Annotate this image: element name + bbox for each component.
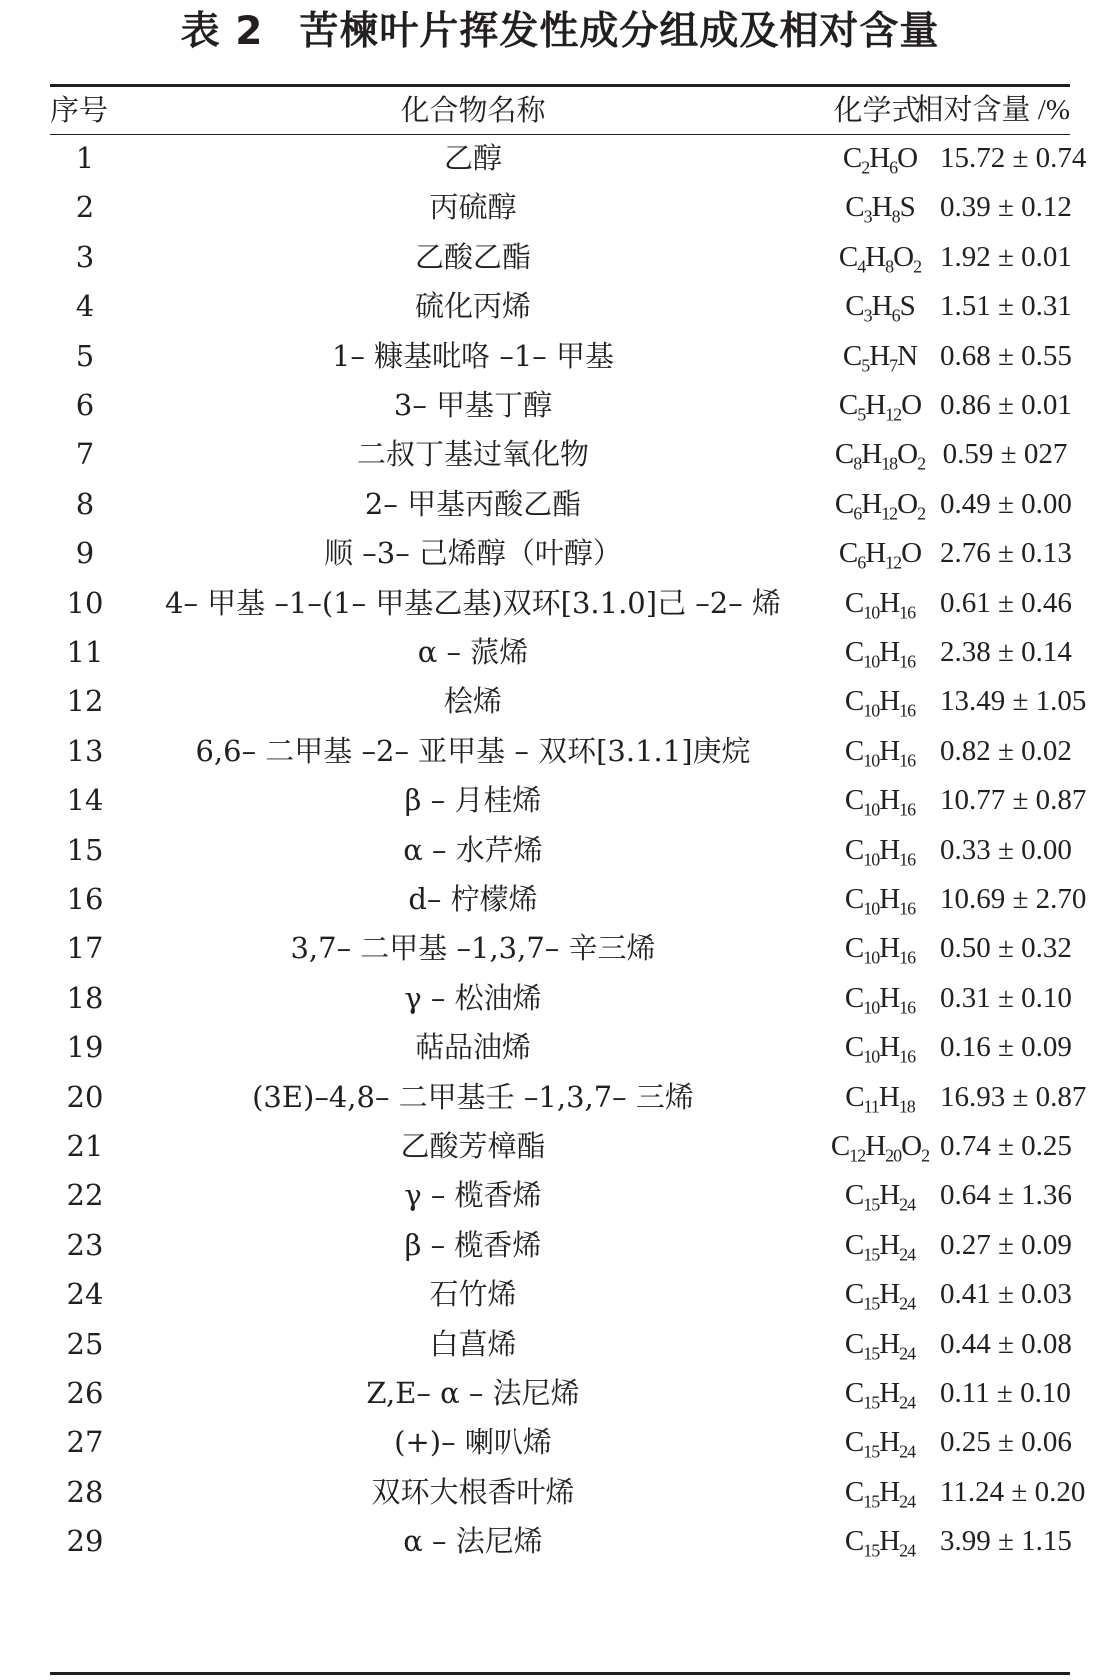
table-header-row: [50, 87, 1070, 133]
formula-subscript: 8: [885, 256, 894, 277]
row-formula: [820, 1416, 940, 1469]
formula-element: C: [844, 636, 864, 668]
row-index: 26: [66, 1376, 104, 1410]
table-row: [50, 330, 1070, 383]
row-formula: [820, 1120, 940, 1173]
header-compound-name: 化合物名称: [400, 93, 546, 127]
formula-subscript: 6: [889, 157, 898, 178]
formula-subscript: 16: [899, 651, 916, 672]
row-compound-name: (3E)–4,8– 二甲基壬 –1,3,7– 三烯: [252, 1079, 694, 1114]
formula-subscript: 24: [899, 1194, 916, 1215]
table-row: [50, 675, 1087, 728]
table-row: [50, 231, 1070, 284]
formula-subscript: 16: [899, 898, 916, 919]
row-relative-content: 0.33 ± 0.00: [940, 833, 1072, 866]
header-formula: 化学式: [833, 93, 921, 127]
formula-subscript: 2: [921, 1145, 930, 1166]
formula-subscript: 3: [863, 305, 872, 326]
table-row: [50, 1071, 1087, 1124]
row-compound-name: 6,6– 二甲基 –2– 亚甲基 – 双环[3.1.1]庚烷: [195, 733, 751, 768]
formula-subscript: 15: [863, 1293, 880, 1314]
formula-subscript: 10: [863, 601, 880, 622]
row-compound-name: 萜品油烯: [414, 1030, 531, 1065]
table-row: [50, 280, 1070, 333]
row-compound-name: 硫化丙烯: [414, 289, 531, 324]
row-compound-name: Z,E– α – 法尼烯: [366, 1376, 580, 1410]
formula-element: C: [844, 1278, 864, 1311]
formula-subscript: 15: [863, 1392, 880, 1413]
formula-element: H: [878, 1080, 899, 1113]
formula-element: H: [879, 1228, 900, 1261]
formula-subscript: 6: [857, 552, 866, 573]
row-index: 19: [66, 1030, 104, 1065]
formula-subscript: 16: [899, 799, 916, 820]
formula-element: H: [879, 932, 900, 965]
row-index: 12: [66, 684, 104, 719]
formula-subscript: 18: [881, 453, 898, 474]
row-formula: [820, 922, 940, 975]
row-relative-content: 2.38 ± 0.14: [940, 636, 1072, 668]
formula-subscript: 24: [899, 1293, 916, 1314]
formula-element: H: [879, 1426, 900, 1459]
formula-element: C: [844, 784, 864, 817]
row-compound-name: (+)– 喇叭烯: [394, 1425, 552, 1460]
formula-element: C: [844, 833, 864, 866]
header-relative-content: 相对含量 /%: [914, 94, 1070, 126]
row-compound-name: 乙酸芳樟酯: [400, 1129, 546, 1163]
formula-subscript: 16: [899, 1046, 916, 1067]
row-index: 24: [66, 1277, 104, 1312]
table-row: [50, 922, 1070, 975]
row-formula: [820, 824, 940, 877]
row-formula: [820, 774, 940, 827]
formula-subscript: 3: [863, 206, 872, 227]
formula-subscript: 24: [899, 1441, 916, 1462]
row-formula: [820, 1367, 940, 1420]
row-compound-name: 石竹烯: [429, 1277, 517, 1312]
table-row: [50, 478, 1070, 531]
row-relative-content: 0.68 ± 0.55: [940, 339, 1072, 372]
table-row: [50, 428, 1070, 481]
row-index: 6: [75, 388, 95, 422]
row-relative-content: 2.76 ± 0.13: [940, 537, 1072, 570]
formula-element: O: [901, 537, 922, 570]
row-index: 14: [66, 783, 104, 818]
formula-subscript: 16: [899, 601, 916, 622]
formula-subscript: 6: [891, 305, 900, 326]
formula-element: C: [845, 1080, 864, 1113]
formula-element: H: [861, 487, 882, 520]
row-compound-name: 白菖烯: [429, 1326, 517, 1361]
formula-subscript: 7: [889, 354, 898, 375]
row-compound-name: β – 月桂烯: [404, 783, 542, 818]
row-index: 16: [66, 882, 104, 916]
row-compound-name: 3– 甲基丁醇: [393, 388, 553, 422]
row-index: 25: [66, 1326, 104, 1361]
row-formula: [820, 231, 940, 284]
row-index: 13: [66, 733, 104, 768]
row-index: 8: [75, 486, 95, 521]
row-relative-content: 0.59 ± 027: [942, 438, 1068, 471]
table-row: [50, 774, 1087, 827]
formula-subscript: 5: [857, 404, 866, 425]
formula-element: C: [834, 487, 854, 520]
row-relative-content: 3.99 ± 1.15: [940, 1525, 1072, 1558]
table-row: [50, 972, 1070, 1025]
table-row: [50, 1416, 1070, 1469]
row-compound-name: 二叔丁基过氧化物: [356, 437, 589, 472]
table-row: [50, 1318, 1070, 1371]
formula-element: C: [844, 1327, 864, 1360]
formula-element: H: [879, 1327, 900, 1360]
formula-element: C: [845, 290, 864, 323]
formula-element: C: [844, 981, 864, 1014]
formula-subscript: 10: [863, 848, 880, 869]
row-compound-name: 丙硫醇: [429, 190, 517, 225]
row-compound-name: β – 榄香烯: [404, 1227, 542, 1262]
formula-subscript: 2: [913, 256, 922, 277]
formula-element: S: [899, 191, 915, 224]
formula-element: C: [844, 734, 864, 767]
formula-element: H: [871, 191, 892, 224]
formula-element: C: [838, 389, 858, 421]
row-formula: [820, 1318, 940, 1371]
row-compound-name: 3,7– 二甲基 –1,3,7– 辛三烯: [290, 931, 656, 966]
formula-subscript: 24: [899, 1342, 916, 1363]
row-relative-content: 0.44 ± 0.08: [940, 1327, 1072, 1360]
formula-subscript: 16: [899, 700, 916, 721]
row-index: 9: [75, 536, 95, 571]
formula-element: H: [879, 685, 900, 718]
row-index: 17: [66, 931, 104, 966]
formula-element: C: [845, 191, 864, 224]
row-index: 20: [66, 1079, 104, 1114]
row-formula: [820, 675, 940, 728]
row-formula: [820, 577, 940, 630]
row-formula: [820, 280, 940, 333]
row-relative-content: 0.11 ± 0.10: [940, 1377, 1071, 1409]
formula-element: C: [844, 1525, 864, 1558]
row-relative-content: 0.82 ± 0.02: [940, 734, 1072, 767]
row-formula: [820, 1169, 940, 1222]
row-formula: [820, 873, 940, 926]
row-compound-name: 乙酸乙酯: [414, 239, 531, 274]
row-formula: [820, 1219, 940, 1272]
formula-subscript: 11: [863, 1095, 879, 1116]
formula-subscript: 16: [899, 848, 916, 869]
table-row: [50, 1515, 1070, 1568]
row-index: 27: [66, 1425, 104, 1460]
formula-element: H: [879, 1377, 900, 1409]
row-compound-name: γ – 松油烯: [404, 980, 542, 1015]
row-relative-content: 1.92 ± 0.01: [940, 240, 1072, 273]
formula-subscript: 15: [863, 1491, 880, 1512]
formula-element: O: [893, 240, 914, 273]
row-relative-content: 13.49 ± 1.05: [940, 685, 1087, 718]
formula-element: C: [844, 1179, 864, 1212]
formula-element: H: [879, 1475, 900, 1508]
table-row: [50, 824, 1070, 877]
row-formula: [820, 626, 940, 679]
row-relative-content: 0.50 ± 0.32: [940, 932, 1072, 965]
formula-subscript: 2: [917, 503, 926, 524]
formula-element: C: [838, 240, 858, 273]
formula-element: O: [897, 142, 918, 174]
formula-element: O: [901, 389, 922, 421]
formula-element: C: [838, 537, 858, 570]
table-row: [50, 1120, 1070, 1173]
row-formula: [820, 132, 940, 185]
formula-element: C: [842, 339, 862, 372]
row-formula: [820, 1515, 940, 1568]
row-relative-content: 0.49 ± 0.00: [940, 487, 1072, 520]
formula-subscript: 10: [863, 997, 880, 1018]
formula-element: O: [901, 1130, 922, 1162]
row-index: 3: [75, 239, 95, 274]
formula-subscript: 15: [863, 1441, 880, 1462]
table-title: [0, 4, 1120, 60]
table-row: [50, 1367, 1070, 1420]
row-index: 28: [66, 1474, 104, 1509]
formula-subscript: 12: [885, 404, 902, 425]
row-relative-content: 0.74 ± 0.25: [940, 1130, 1072, 1162]
formula-element: H: [869, 142, 890, 174]
row-compound-name: 桧烯: [443, 684, 502, 719]
row-compound-name: 顺 –3– 己烯醇（叶醇）: [324, 536, 622, 571]
formula-element: H: [879, 1179, 900, 1212]
table-row: [50, 577, 1070, 630]
table-row: [50, 725, 1070, 778]
formula-element: H: [879, 1525, 900, 1558]
row-formula: [820, 1268, 940, 1321]
row-index: 29: [66, 1524, 104, 1559]
row-relative-content: 0.39 ± 0.12: [940, 191, 1072, 224]
formula-element: C: [844, 932, 864, 965]
formula-element: C: [834, 438, 854, 471]
row-relative-content: 10.69 ± 2.70: [940, 883, 1087, 915]
formula-subscript: 12: [885, 552, 902, 573]
formula-subscript: 15: [863, 1244, 880, 1265]
formula-subscript: 16: [899, 750, 916, 771]
formula-element: C: [844, 1475, 864, 1508]
row-index: 4: [75, 289, 95, 324]
formula-subscript: 12: [881, 503, 898, 524]
row-formula: [820, 379, 940, 432]
table-caption: 苦楝叶片挥发性成分组成及相对含量: [299, 9, 940, 54]
row-relative-content: 15.72 ± 0.74: [940, 142, 1087, 174]
formula-subscript: 8: [891, 206, 900, 227]
row-formula: [820, 1021, 940, 1074]
row-index: 10: [66, 585, 104, 620]
row-relative-content: 0.27 ± 0.09: [940, 1228, 1072, 1261]
row-compound-name: 乙醇: [443, 141, 502, 175]
formula-element: C: [844, 685, 864, 718]
formula-element: H: [869, 339, 890, 372]
row-index: 21: [66, 1129, 104, 1163]
row-formula: [820, 478, 940, 531]
table-row: [50, 626, 1070, 679]
row-relative-content: 0.86 ± 0.01: [940, 389, 1072, 421]
formula-subscript: 8: [853, 453, 862, 474]
row-compound-name: 1– 糠基吡咯 –1– 甲基: [331, 338, 615, 373]
formula-element: H: [865, 389, 886, 421]
table-row: [50, 527, 1070, 580]
row-index: 7: [75, 437, 95, 472]
formula-element: H: [879, 883, 900, 915]
row-compound-name: 2– 甲基丙酸乙酯: [364, 486, 582, 521]
formula-subscript: 16: [899, 947, 916, 968]
formula-element: H: [879, 734, 900, 767]
table-row: [50, 1021, 1070, 1074]
formula-subscript: 10: [863, 898, 880, 919]
table-row: [50, 132, 1087, 185]
row-relative-content: 0.31 ± 0.10: [940, 981, 1072, 1014]
row-relative-content: 0.64 ± 1.36: [940, 1179, 1072, 1212]
table-row: [50, 181, 1070, 234]
row-compound-name: α – 法尼烯: [403, 1524, 543, 1559]
formula-subscript: 4: [857, 256, 866, 277]
row-formula: [820, 527, 940, 580]
formula-element: H: [879, 784, 900, 817]
formula-subscript: 15: [863, 1540, 880, 1561]
row-relative-content: 1.51 ± 0.31: [940, 290, 1072, 323]
row-relative-content: 0.16 ± 0.09: [940, 1031, 1072, 1064]
row-relative-content: 10.77 ± 0.87: [940, 784, 1087, 817]
formula-subscript: 10: [863, 750, 880, 771]
row-relative-content: 11.24 ± 0.20: [940, 1475, 1086, 1508]
formula-element: C: [844, 883, 864, 915]
row-compound-name: 4– 甲基 –1–(1– 甲基乙基)双环[3.1.0]己 –2– 烯: [165, 585, 781, 620]
formula-subscript: 24: [899, 1244, 916, 1265]
table-number: 表 2: [180, 9, 264, 54]
formula-element: C: [844, 1426, 864, 1459]
row-compound-name: d– 柠檬烯: [408, 882, 538, 916]
row-formula: [820, 972, 940, 1025]
formula-element: H: [865, 1130, 886, 1162]
row-index: 1: [75, 141, 95, 175]
formula-subscript: 6: [853, 503, 862, 524]
formula-subscript: 16: [899, 997, 916, 1018]
formula-element: O: [897, 487, 918, 520]
table-bottom-rule: [50, 1672, 1070, 1675]
formula-element: C: [844, 1377, 864, 1409]
formula-element: H: [865, 537, 886, 570]
formula-subscript: 24: [899, 1540, 916, 1561]
formula-element: C: [844, 1228, 864, 1261]
row-index: 22: [66, 1178, 104, 1213]
table-row: [50, 873, 1087, 926]
formula-element: C: [844, 1031, 864, 1064]
row-relative-content: 0.61 ± 0.46: [940, 586, 1072, 619]
formula-element: H: [879, 636, 900, 668]
row-compound-name: α – 水芹烯: [403, 832, 543, 867]
formula-subscript: 2: [861, 157, 870, 178]
formula-element: H: [861, 438, 882, 471]
formula-element: C: [844, 586, 864, 619]
formula-element: S: [899, 290, 915, 323]
table-row: [50, 1169, 1070, 1222]
row-formula: [820, 428, 940, 481]
formula-subscript: 2: [917, 453, 926, 474]
formula-element: H: [871, 290, 892, 323]
formula-element: O: [897, 438, 918, 471]
table-row: [50, 1219, 1070, 1272]
formula-subscript: 15: [863, 1194, 880, 1215]
formula-element: C: [842, 142, 862, 174]
table-row: [50, 1268, 1070, 1321]
formula-subscript: 20: [885, 1145, 902, 1166]
formula-element: H: [879, 586, 900, 619]
row-index: 11: [66, 635, 104, 669]
formula-subscript: 15: [863, 1342, 880, 1363]
row-index: 18: [66, 980, 104, 1015]
formula-subscript: 10: [863, 1046, 880, 1067]
formula-subscript: 10: [863, 651, 880, 672]
row-formula: [820, 1071, 940, 1124]
table-row: [50, 1466, 1086, 1519]
row-formula: [820, 725, 940, 778]
header-index: 序号: [50, 93, 109, 127]
row-compound-name: α – 蒎烯: [417, 635, 529, 669]
row-compound-name: γ – 榄香烯: [404, 1178, 542, 1213]
row-relative-content: 0.25 ± 0.06: [940, 1426, 1072, 1459]
row-relative-content: 0.41 ± 0.03: [940, 1278, 1072, 1311]
row-index: 15: [66, 832, 104, 867]
row-compound-name: 双环大根香叶烯: [371, 1474, 575, 1509]
row-index: 2: [75, 190, 95, 225]
row-formula: [820, 330, 940, 383]
formula-subscript: 10: [863, 700, 880, 721]
row-index: 23: [66, 1227, 104, 1262]
formula-subscript: 12: [849, 1145, 866, 1166]
formula-element: H: [879, 833, 900, 866]
row-formula: [820, 181, 940, 234]
formula-subscript: 24: [899, 1491, 916, 1512]
row-index: 5: [75, 338, 95, 373]
formula-subscript: 10: [863, 799, 880, 820]
row-relative-content: 16.93 ± 0.87: [940, 1080, 1087, 1113]
formula-subscript: 18: [898, 1095, 915, 1116]
formula-element: H: [865, 240, 886, 273]
formula-element: H: [879, 1278, 900, 1311]
formula-element: C: [830, 1130, 850, 1162]
formula-element: N: [897, 339, 918, 372]
formula-element: H: [879, 981, 900, 1014]
formula-subscript: 24: [899, 1392, 916, 1413]
row-formula: [820, 1466, 940, 1519]
table-row: [50, 379, 1070, 432]
formula-element: H: [879, 1031, 900, 1064]
formula-subscript: 10: [863, 947, 880, 968]
formula-subscript: 5: [861, 354, 870, 375]
